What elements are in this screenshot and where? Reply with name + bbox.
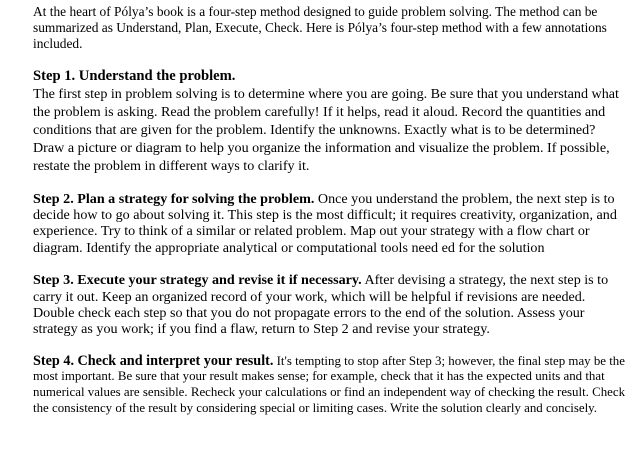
step-1-heading: Step 1. Understand the problem. [33,68,236,84]
step-1-body: The first step in problem solving is to determine where you are going. Be sure that you understand what the problem is asking. Read the problem carefully! If it helps, read it aloud. Record the quantities and conditions that are given for the problem. Identify the unknowns. Exactly what is to be determined? Draw a picture or diagram to help you organize the information and visualize the problem. If possible, restate the problem in different ways to clarify it. [33,85,619,174]
step-4-heading: Step 4. Check and interpret your result. [33,352,274,369]
step-4-body: It's tempting to stop after Step 3; however, the final step may be the most important. Be sure that your result makes sense; for example, check that it has the expected units and that numerical values are sensible. Recheck your calculations or find an independent way of checking the result. Check the consistency of the result by considering special or limiting cases. Write the solution clearly and concisely. [33,353,626,415]
step-1-section [33,68,628,175]
step-3-section [33,272,628,338]
step-3-heading: Step 3. Execute your strategy and revise it if necessary. [33,272,362,289]
document-page [33,4,628,416]
step-4-section [33,354,628,416]
step-2-body: Once you understand the problem, the next step is to decide how to go about solving it. This step is the most difficult; it requires creativity, organization, and experience. Try to think of a similar or related problem. Map out your strategy with a flow chart or diagram. Identify the appropriate analytical or computational tools need ed for the solution [33,190,617,256]
intro-paragraph: At the heart of Pólya’s book is a four-step method designed to guide problem solving. The method can be summarized as Understand, Plan, Execute, Check. Here is Pólya’s four-step method with a few annotations included. [33,4,607,51]
step-2-section [33,191,628,257]
step-2-heading: Step 2. Plan a strategy for solving the problem. [33,190,315,207]
step-3-body: After devising a strategy, the next step is to carry it out. Keep an organized record of your work, which will be helpful if revisions are needed. Double check each step so that you do not propagate errors to the end of the solution. Assess your strategy as you work; if you find a flaw, return to Step 2 and revise your strategy. [33,272,609,338]
